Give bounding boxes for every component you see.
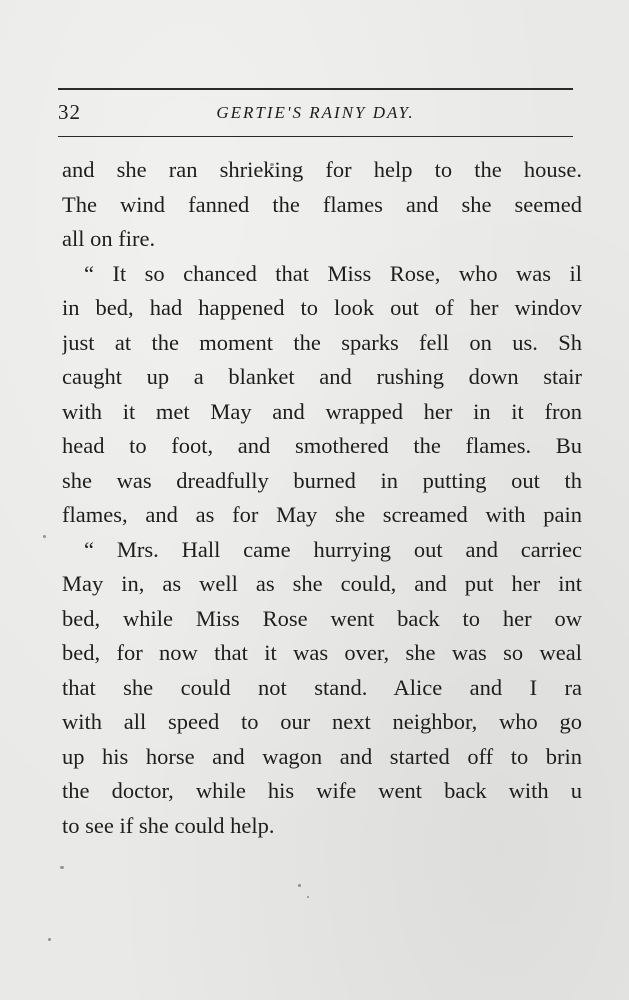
text-line: and she ran shrieking for help to the house. bbox=[62, 157, 582, 182]
text-line: in bed, had happened to look out of her windov bbox=[62, 295, 582, 320]
text-line: flames, and as for May she screamed with pain bbox=[62, 502, 582, 527]
text-line: just at the moment the sparks fell on us. Sh bbox=[62, 329, 582, 355]
body-text bbox=[62, 153, 582, 843]
ink-speck bbox=[43, 535, 46, 538]
header-bottom-rule bbox=[58, 136, 573, 137]
page-number: 32 bbox=[58, 100, 81, 124]
text-line: she was dreadfully burned in putting out th bbox=[62, 467, 582, 493]
text-line: “ It so chanced that Miss Rose, who was il bbox=[84, 260, 582, 286]
ink-speck bbox=[60, 866, 64, 869]
ink-speck bbox=[270, 163, 274, 166]
text-line: caught up a blanket and rushing down stair bbox=[62, 364, 582, 389]
text-line: The wind fanned the flames and she seemed bbox=[62, 191, 582, 217]
ink-speck bbox=[298, 884, 301, 887]
text-line: the doctor, while his wife went back with u bbox=[62, 778, 582, 803]
text-line: with all speed to our next neighbor, who go bbox=[62, 709, 582, 734]
text-line: “ Mrs. Hall came hurrying out and carriec bbox=[84, 536, 582, 562]
text-line: that she could not stand. Alice and I ra bbox=[62, 674, 582, 700]
text-line: to see if she could help. bbox=[62, 812, 275, 838]
text-line: up his horse and wagon and started off to brin bbox=[62, 743, 582, 769]
ink-speck bbox=[307, 896, 309, 898]
text-line: May in, as well as she could, and put her int bbox=[62, 571, 582, 596]
running-title: GERTIE'S RAINY DAY. bbox=[216, 103, 415, 122]
text-line: all on fire. bbox=[62, 226, 156, 251]
ink-speck bbox=[48, 938, 51, 941]
text-line: with it met May and wrapped her in it fron bbox=[62, 398, 582, 424]
page-header bbox=[58, 100, 573, 130]
text-line: bed, for now that it was over, she was so weal bbox=[62, 640, 582, 665]
header-top-rule bbox=[58, 88, 573, 90]
text-line: head to foot, and smothered the flames. Bu bbox=[62, 433, 582, 458]
text-line: bed, while Miss Rose went back to her ow bbox=[62, 605, 582, 631]
